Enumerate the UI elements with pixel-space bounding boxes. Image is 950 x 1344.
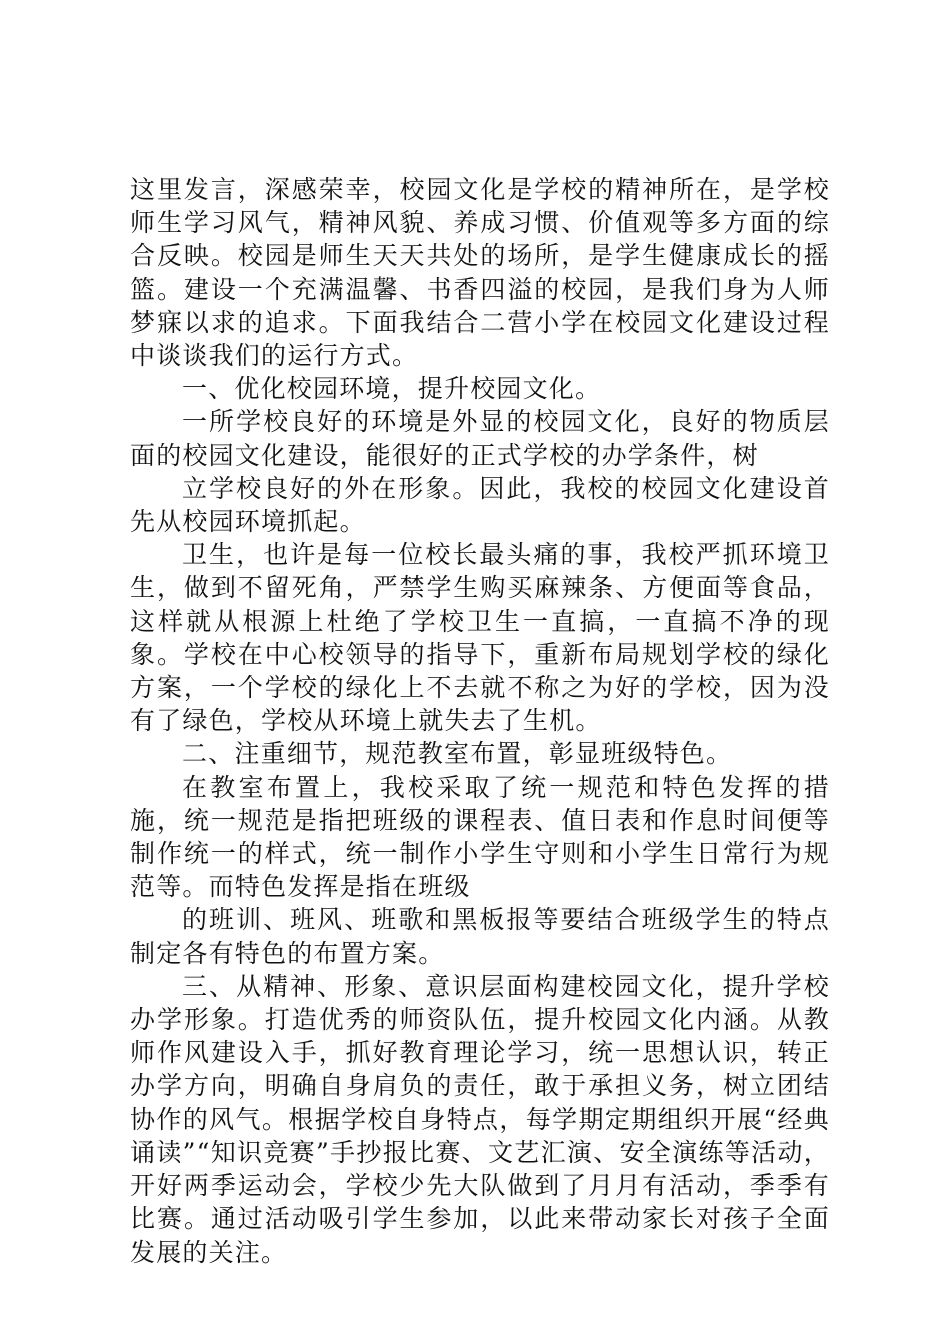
paragraph-5: 卫生，也许是每一位校长最头痛的事，我校严抓环境卫生，做到不留死角，严禁学生购买麻辣条、方便面等食品，这样就从根源上杜绝了学校卫生一直搞，一直搞不净的现象。学校在中心校领导的指导下，重新布局规划学校的绿化方案，一个学校的绿化上不去就不称之为好的学校，因为没有了绿色，学校从环境上就失去了生机。 bbox=[130, 540, 830, 736]
paragraph-4: 立学校良好的外在形象。因此，我校的校园文化建设首先从校园环境抓起。 bbox=[130, 473, 830, 537]
paragraph-7: 在教室布置上，我校采取了统一规范和特色发挥的措施，统一规范是指把班级的课程表、值日表和作息时间便等制作统一的样式，统一制作小学生守则和小学生日常行为规范等。而特色发挥是指在班级 bbox=[130, 772, 830, 902]
section-heading-1: 一、优化校园环境，提升校园文化。 bbox=[182, 374, 602, 404]
paragraph-3: 一所学校良好的环境是外显的校园文化，良好的物质层面的校园文化建设，能很好的正式学校的办学条件，树 bbox=[130, 407, 830, 470]
section-heading-3: 三、从精神、形象、意识层面构建校园文化，提升学校办学形象。打造优秀的师资队伍，提升校园文化内涵。从教师作风建设入手，抓好教育理论学习，统一思想认识，转正办学方向，明确自身肩负的责任，敢于承担义务，树立团结协作的风气。根据学校自身特点，每学期定期组织开展“经典诵读”“知识竞赛”手抄报比赛、文艺汇演、安全演练等活动，开好两季运动会，学校少先大队做到了月月有活动，季季有比赛。通过活动吸引学生参加，以此来带动家长对孩子全面发展的关注。 bbox=[130, 971, 830, 1267]
paragraph-1: 这里发言，深感荣幸，校园文化是学校的精神所在，是学校师生学习风气，精神风貌、养成习惯、价值观等多方面的综合反映。校园是师生天天共处的场所，是学生健康成长的摇篮。建设一个充满温馨、书香四溢的校园，是我们身为人师梦寐以求的追求。下面我结合二营小学在校园文化建设过程中谈谈我们的运行方式。 bbox=[130, 175, 830, 371]
paragraph-8: 的班训、班风、班歌和黑板报等要结合班级学生的特点制定各有特色的布置方案。 bbox=[130, 905, 830, 968]
document-body bbox=[130, 173, 830, 1269]
section-heading-2: 二、注重细节，规范教室布置，彰显班级特色。 bbox=[182, 739, 733, 769]
